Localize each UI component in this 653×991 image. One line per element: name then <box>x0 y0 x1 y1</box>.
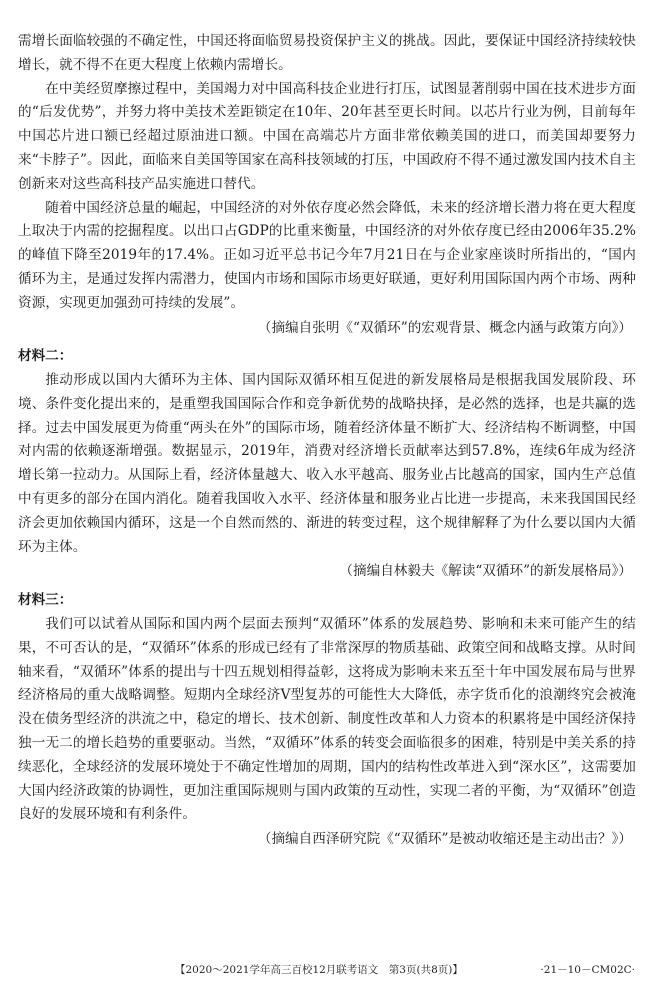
material2-heading: 材料二： <box>18 348 73 365</box>
exam-info: 【2020～2021学年高三百校12月联考语文 第3页(共8页)】 <box>175 964 463 976</box>
material2-source: （摘编自林毅夫《解读“双循环”的新发展格局》） <box>339 563 632 580</box>
exam-code: ·21－10－CM02C· <box>540 964 635 976</box>
material3-paragraph: 我们可以试着从国际和国内两个层面去预判“双循环”体系的发展趋势、影响和未来可能产生的结果，不可否认的是，“双循环”体系的形成已经有了非常深厚的物质基础、政策空间和战略支撑。从时间轴来看，“双循环”体系的提出与十四五规划相得益彰，这将成为影响未来五至十年中国发展布局与世界经济格局的重大战略调整。短期内全球经济V型复苏的可能性大大降低，赤字货币化的浪潮终究会被淹没在债务型经济的洪流之中，稳定的增长、技术创新、制度性改革和人力资本的积累将是中国经济保持独一无二的增长趋势的重要驱动。当然，“双循环”体系的转变会面临很多的困难，特别是中美关系的持续恶化，全球经济的发展环境处于不确定性增加的周期，国内的结构性改革进入到“深水区”，这需要加大国内经济政策的协调性，更加注重国际规则与国内政策的互动性，实现二者的平衡，为“双循环”创造良好的发展环境和有利条件。 <box>18 615 636 823</box>
material1-paragraph-3: 随着中国经济总量的崛起，中国经济的对外依存度必然会降低，未来的经济增长潜力将在更大程度上取决于内需的挖掘程度。以出口占GDP的比重来衡量，中国经济的对外依存度已经由2006年35.2%的峰值下降至2019年的17.4%。正如习近平总书记今年7月21日在与企业家座谈时所指出的，“国内循环为主，是通过发挥内需潜力，使国内市场和国际市场更好联通，更好利用国际国内两个市场、两种资源，实现更加强劲可持续的发展”。 <box>18 199 636 311</box>
material2-paragraph: 推动形成以国内大循环为主体、国内国际双循环相互促进的新发展格局是根据我国发展阶段、环境、条件变化提出来的，是重塑我国国际合作和竞争新优势的战略抉择，是必然的选择，也是共赢的选择。过去中国发展更为倚重“两头在外”的国际市场，随着经济体量不断扩大、经济结构不断调整，中国对内需的依赖逐渐增强。数据显示，2019年，消费对经济增长贡献率达到57.8%，连续6年成为经济增长第一拉动力。从国际上看，经济体量越大、收入水平越高、服务业占比越高的国家，国内生产总值中有更多的部分在国内消化。随着我国收入水平、经济体量和服务业占比进一步提高，未来我国国民经济会更加依赖国内循环，这是一个自然而然的、渐进的转变过程，这个规律解释了为什么要以国内大循环为主体。 <box>18 372 636 555</box>
material1-paragraph-2: 在中美经贸摩擦过程中，美国竭力对中国高科技企业进行打压，试图显著削弱中国在技术进步方面的“后发优势”，并努力将中美技术差距锁定在10年、20年甚至更长时间。以芯片行业为例，目前每年中国芯片进口额已经超过原油进口额。中国在高端芯片方面非常依赖美国的进口，而美国却要努力来“卡脖子”。因此，面临来自美国等国家在高科技领域的打压，中国政府不得不通过激发国内技术自主创新来对这些高科技产品实施进口替代。 <box>18 80 636 192</box>
material1-source: （摘编自张明《“双循环”的宏观背景、概念内涵与政策方向》） <box>257 319 632 336</box>
material3-source: （摘编自西泽研究院《“双循环”是被动收缩还是主动出击？》） <box>257 831 632 848</box>
material3-heading: 材料三： <box>18 591 73 608</box>
page-body <box>18 30 636 852</box>
material1-paragraph-continued: 需增长面临较强的不确定性，中国还将面临贸易投资保护主义的挑战。因此，要保证中国经济持续较快增长，就不得不在更大程度上依赖内需增长。 <box>18 33 636 73</box>
